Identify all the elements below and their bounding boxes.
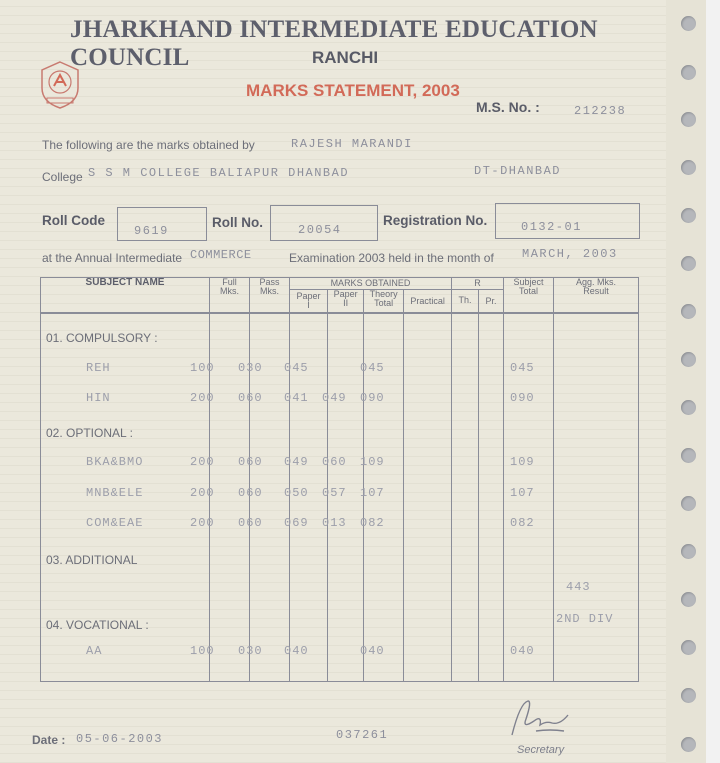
roll-no-label: Roll No.	[212, 215, 263, 230]
exam-middle: Examination 2003 held in the month of	[289, 251, 494, 265]
perforation-hole	[681, 640, 696, 655]
statement-title: MARKS STATEMENT, 2003	[246, 81, 460, 100]
section-vocational: 04. VOCATIONAL :	[46, 618, 149, 632]
student-name: RAJESH MARANDI	[291, 137, 413, 151]
council-title: JHARKHAND INTERMEDIATE EDUCATION COUNCIL	[70, 16, 598, 71]
perforation-hole	[681, 256, 696, 271]
serial-number: 037261	[336, 728, 389, 742]
exam-month: MARCH, 2003	[522, 247, 618, 261]
header-theory-total: Theory Total	[363, 290, 403, 312]
header-marks-obtained: MARKS OBTAINED Paper I Paper II Theory Total Practical	[290, 278, 452, 314]
college-label: College	[42, 170, 83, 184]
issue-date: 05-06-2003	[76, 732, 164, 746]
exam-stream: COMMERCE	[190, 248, 252, 262]
header-paper-1: Paper I	[296, 290, 321, 310]
marks-statement-sheet: JHARKHAND INTERMEDIATE EDUCATION COUNCIL RANCHI MARKS STATEMENT, 2003 M.S. No. : 212238 The following are the marks obtained by RAJESH MARANDI College S S M COLLEGE BALIAPUR DHANBAD DT-DHANBAD Roll Code 9619 Roll No. 20054 Registration No. 0132-01 at the Annual Intermediate COMMERCE Examination 2003 held in the month of MARCH, 2003 SUBJECT NAME Full Mks. Pass Mks. MARKS OBTAINED Paper I Paper II Theory Total Practical R Th. Pr. Subject Total Agg. Mks. Result 01. COMPULSORY : 02. OPTIONAL : 03. ADDITIONAL 04. VOCATIONAL : REH 100 030 045 045 045 HIN 200 060 041 049 090 090 BKA&BMO 200 060 049 060 109 109 MNB&ELE 200 060 050 057 107 107 COM&EAE 200 060 069 013 082 082 AA 100 030 040 040 040 443 2ND DIV Date : 05-06-2003 037261 Secretary	[0, 0, 706, 763]
perforation-hole	[681, 592, 696, 607]
perforation-hole	[681, 160, 696, 175]
college-name: S S M COLLEGE BALIAPUR DHANBAD	[88, 166, 350, 180]
header-subject-total: Subject Total	[504, 278, 554, 314]
header-paper-2: Paper II	[327, 290, 363, 312]
section-compulsory: 01. COMPULSORY :	[46, 331, 158, 345]
exam-prefix: at the Annual Intermediate	[42, 251, 183, 265]
perforation-hole	[681, 496, 696, 511]
date-label: Date :	[32, 733, 66, 747]
ms-number: 212238	[574, 104, 627, 118]
section-optional: 02. OPTIONAL :	[46, 426, 133, 440]
result-division: 2ND DIV	[556, 612, 614, 626]
registration-label: Registration No.	[383, 213, 488, 228]
page-edge	[706, 0, 720, 763]
perforation-hole	[681, 208, 696, 223]
roll-code-label: Roll Code	[42, 213, 105, 228]
perforation-hole	[681, 737, 696, 752]
header-pass-marks: Pass Mks.	[250, 278, 290, 314]
perforation-hole	[681, 304, 696, 319]
header-r: R Th. Pr.	[452, 278, 504, 314]
roll-code: 9619	[134, 224, 169, 238]
registration-no: 0132-01	[521, 220, 582, 234]
aggregate-marks: 443	[566, 580, 591, 594]
perforation-hole	[681, 16, 696, 31]
header-aggregate: Agg. Mks. Result	[554, 278, 639, 314]
perforation-hole	[681, 112, 696, 127]
secretary-signature-icon	[506, 695, 576, 743]
ms-label: M.S. No. :	[476, 99, 540, 115]
header-full-marks: Full Mks.	[210, 278, 250, 314]
perforation-hole	[681, 544, 696, 559]
header-subject: SUBJECT NAME	[41, 278, 210, 314]
secretary-label: Secretary	[517, 744, 565, 756]
perforation-hole	[681, 65, 696, 80]
roll-no: 20054	[298, 223, 342, 237]
marks-obtained-by-label: The following are the marks obtained by	[42, 138, 255, 152]
perforation-hole	[681, 400, 696, 415]
district: DT-DHANBAD	[474, 164, 562, 178]
perforation-hole	[681, 688, 696, 703]
perforation-hole	[681, 448, 696, 463]
section-additional: 03. ADDITIONAL	[46, 553, 138, 567]
city-title: RANCHI	[312, 48, 379, 67]
perforation-hole	[681, 352, 696, 367]
header-practical: Practical	[403, 290, 451, 312]
